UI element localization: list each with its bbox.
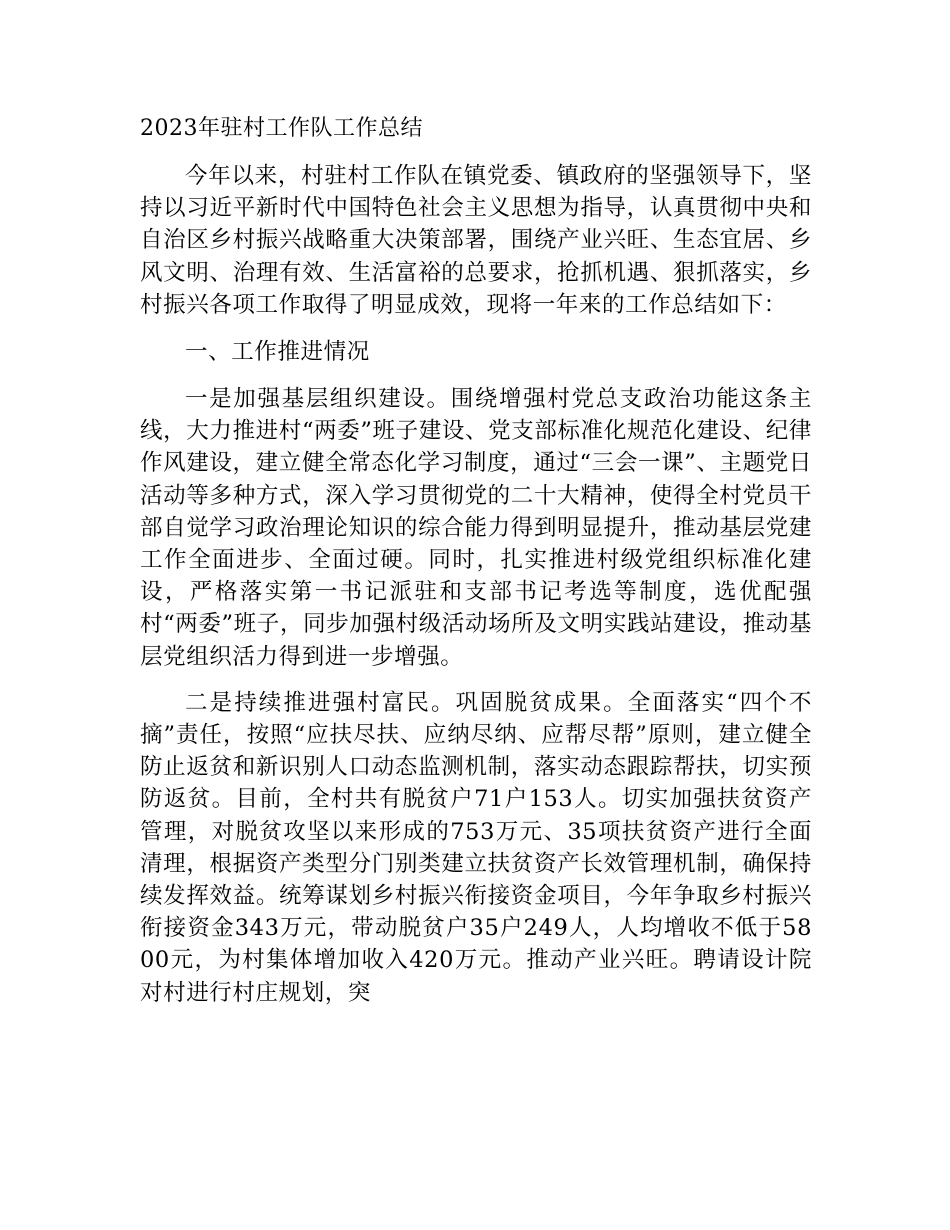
document-body [140,112,812,1023]
document-title: 2023年驻村工作队工作总结 [140,116,423,141]
paragraph-strong-village-rich-people: 二是持续推进强村富民。巩固脱贫成果。全面落实“四个不摘”责任，按照“应扶尽扶、应纳尽纳、应帮尽帮”原则，建立健全防止返贫和新识别人口动态监测机制，落实动态跟踪帮扶，切实预防返贫。目前，全村共有脱贫户71户153人。切实加强扶贫资产管理，对脱贫攻坚以来形成的753万元、35项扶贫资产进行全面清理，根据资产类型分门别类建立扶贫资产长效管理机制，确保持续发挥效益。统筹谋划乡村振兴衔接资金项目，今年争取乡村振兴衔接资金343万元，带动脱贫户35户249人，人均增收不低于5800元，为村集体增加收入420万元。推动产业兴旺。聘请设计院对村进行村庄规划，突 [140,689,812,1006]
paragraph-organization-building: 一是加强基层组织建设。围绕增强村党总支政治功能这条主线，大力推进村“两委”班子建设、党支部标准化规范化建设、纪律作风建设，建立健全常态化学习制度，通过“三会一课”、主题党日活动等多种方式，深入学习贯彻党的二十大精神，使得全村党员干部自觉学习政治理论知识的综合能力得到明显提升，推动基层党建工作全面进步、全面过硬。同时，扎实推进村级党组织标准化建设，严格落实第一书记派驻和支部书记考选等制度，选优配强村“两委”班子，同步加强村级活动场所及文明实践站建设，推动基层党组织活力得到进一步增强。 [140,386,812,670]
section-heading: 一、工作推进情况 [185,339,370,366]
intro-paragraph: 今年以来，村驻村工作队在镇党委、镇政府的坚强领导下，坚持以习近平新时代中国特色社会主义思想为指导，认真贯彻中央和自治区乡村振兴战略重大决策部署，围绕产业兴旺、生态宜居、乡风文明、治理有效、生活富裕的总要求，抢抓机遇、狠抓落实，乡村振兴各项工作取得了明显成效，现将一年来的工作总结如下： [140,163,812,318]
